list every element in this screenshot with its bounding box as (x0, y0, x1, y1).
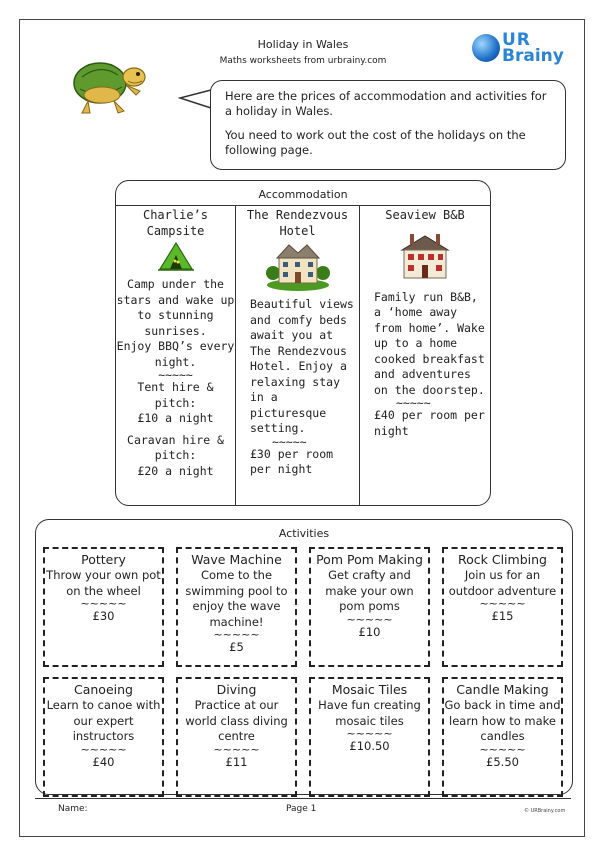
urbrainy-logo (470, 28, 566, 72)
activity-card (309, 547, 430, 667)
activity-price: £10 (358, 624, 381, 639)
activity-name: Mosaic Tiles (331, 682, 408, 697)
intro-text-1: Here are the prices of accommodation and activities for a holiday in Wales. (225, 89, 547, 118)
activity-card (442, 547, 563, 667)
activity-card (442, 677, 563, 797)
copyright-text: © URBrainy.com (524, 808, 566, 814)
accommodation-line: Camp under the stars and wake up to stunning sunrises. (116, 277, 235, 338)
accommodation-line: ~~~~~ (158, 368, 193, 382)
activity-price: £40 (92, 754, 115, 769)
activity-name: Canoeing (74, 682, 133, 697)
activity-price: £11 (225, 754, 248, 769)
accommodation-name: Seaview B&B (385, 208, 465, 222)
activity-divider: ~~~~~ (80, 742, 127, 756)
tortoise-mascot-icon (68, 55, 168, 117)
activity-price: £10.50 (349, 739, 390, 753)
accommodation-campsite (116, 206, 235, 506)
logo-text-brainy: Brainy (502, 46, 564, 66)
accommodation-line: Tent hire & pitch: (137, 380, 214, 410)
activities-panel (35, 519, 573, 795)
activity-card (43, 677, 164, 797)
page-subtitle: Maths worksheets from urbrainy.com (219, 56, 387, 66)
accommodation-price: £40 per room per night (374, 408, 485, 438)
accommodation-price: £20 a night (137, 463, 214, 478)
globe-icon (472, 34, 500, 62)
name-label: Name: (58, 804, 88, 814)
activity-divider: ~~~~~ (213, 628, 260, 641)
logo-text-ur: UR (502, 30, 531, 50)
accommodation-line: Family run B&B, a ‘home away from home’. Wake up to a home cooked breakfast and adventures on the doorstep. (374, 289, 485, 397)
intro-text-2: You need to work out the cost of the holidays on the following page. (225, 128, 526, 157)
accommodation-hotel (235, 206, 360, 506)
activity-divider: ~~~~~ (80, 597, 127, 610)
activity-price: £30 (92, 609, 115, 623)
activity-description: Come to the swimming pool to enjoy the wave machine! (185, 568, 288, 629)
activities-title: Activities (278, 527, 330, 540)
activity-divider: ~~~~~ (213, 742, 260, 756)
accommodation-price: £10 a night (137, 411, 214, 425)
activity-description: Have fun creating mosaic tiles (318, 698, 421, 728)
accommodation-line: ~~~~~ (272, 434, 307, 449)
activity-card (176, 677, 297, 797)
intro-speech-bubble (210, 80, 566, 170)
activity-price: £5.50 (486, 754, 519, 769)
house-icon (398, 232, 452, 282)
accommodation-name: The Rendezvous Hotel (246, 208, 349, 238)
activity-divider: ~~~~~ (346, 612, 393, 626)
footer-divider (35, 798, 571, 799)
activity-name: Pottery (81, 552, 126, 567)
accommodation-line: Enjoy BBQ’s every night. (116, 339, 235, 369)
accommodation-line: Caravan hire & pitch: (127, 432, 224, 462)
activity-name: Pom Pom Making (316, 552, 423, 567)
activity-name: Wave Machine (191, 552, 282, 567)
accommodation-line: ~~~~~ (396, 396, 431, 410)
activity-description: Throw your own pot on the wheel (46, 568, 161, 598)
activity-description: Learn to canoe with our expert instructors (46, 698, 161, 743)
activity-card (176, 547, 297, 667)
activity-card (43, 547, 164, 667)
activity-price: £5 (229, 640, 244, 654)
accommodation-name: Charlie’s Campsite (142, 208, 209, 238)
activity-name: Diving (216, 682, 257, 697)
activity-divider: ~~~~~ (479, 597, 526, 610)
accommodation-price: £30 per room per night (250, 446, 334, 476)
page-title: Holiday in Wales (257, 38, 349, 51)
activity-name: Rock Climbing (458, 552, 547, 567)
activity-divider: ~~~~~ (346, 727, 393, 740)
activity-description: Practice at our world class diving centre (185, 698, 288, 743)
accommodation-bnb (360, 206, 490, 506)
accommodation-title: Accommodation (258, 188, 348, 201)
activity-card (309, 677, 430, 797)
tent-icon (156, 239, 196, 273)
accommodation-table (115, 180, 491, 506)
activity-price: £15 (491, 609, 514, 623)
activity-divider: ~~~~~ (479, 742, 526, 756)
accommodation-line: Beautiful views and comfy beds await you at The Rendezvous Hotel. Enjoy a relaxing stay in a picturesque setting. (250, 297, 354, 435)
activity-name: Candle Making (456, 682, 549, 697)
page-number: Page 1 (286, 804, 317, 814)
activity-description: Get crafty and make your own pom poms (325, 568, 414, 613)
hotel-icon (265, 239, 331, 291)
activity-description: Join us for an outdoor adventure (448, 568, 557, 598)
activity-description: Go back in time and learn how to make candles (444, 698, 561, 743)
